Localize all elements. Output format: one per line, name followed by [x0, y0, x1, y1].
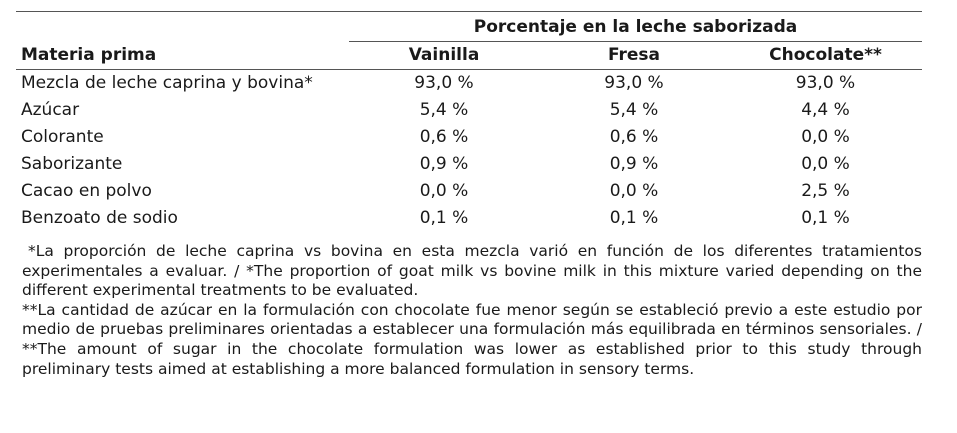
table-row	[16, 124, 922, 151]
column-header-fresa: Fresa	[539, 42, 729, 70]
cell-chocolate: 0,1 %	[801, 208, 850, 228]
table-row	[16, 205, 922, 232]
column-header-materia-prima: Materia prima	[16, 42, 349, 70]
table-row	[16, 151, 922, 178]
cell-chocolate: 0,0 %	[801, 127, 850, 147]
table-row	[16, 178, 922, 205]
row-label: Saborizante	[21, 154, 123, 174]
row-label: Benzoato de sodio	[21, 208, 178, 228]
column-header-row	[16, 42, 922, 70]
cell-fresa: 5,4 %	[609, 100, 659, 120]
cell-vainilla: 0,0 %	[419, 181, 469, 201]
empty-corner-cell	[16, 12, 349, 42]
footnote-goat-milk-proportion: *La proporción de leche caprina vs bovina en esta mezcla varió en función de los diferentes tratamientos experimentales a evaluar. / *The proportion of goat milk vs bovine milk in this mixture varied depending on the different experimental treatments to be evaluated.	[22, 242, 922, 300]
cell-chocolate: 93,0 %	[795, 73, 856, 93]
cell-chocolate: 0,0 %	[801, 154, 850, 174]
column-header-vainilla: Vainilla	[349, 42, 539, 70]
formulation-table	[16, 11, 922, 232]
cell-fresa: 93,0 %	[604, 73, 664, 93]
row-label: Azúcar	[21, 100, 80, 120]
cell-vainilla: 0,1 %	[419, 208, 469, 228]
table-row	[16, 97, 922, 124]
column-header-chocolate: Chocolate**	[729, 42, 922, 70]
group-header: Porcentaje en la leche saborizada	[349, 12, 922, 42]
row-label: Colorante	[21, 127, 104, 147]
row-label: Mezcla de leche caprina y bovina*	[21, 73, 313, 93]
table-footnotes	[22, 242, 922, 379]
table-row	[16, 70, 922, 98]
group-header-row	[16, 12, 922, 42]
cell-vainilla: 0,6 %	[419, 127, 469, 147]
cell-fresa: 0,6 %	[609, 127, 659, 147]
cell-fresa: 0,1 %	[609, 208, 659, 228]
cell-fresa: 0,0 %	[609, 181, 659, 201]
footnote-sugar-amount: **La cantidad de azúcar en la formulación con chocolate fue menor según se estableció previo a este estudio por medio de pruebas preliminares orientadas a establecer una formulación más equilibrada en términos sensoriales. / **The amount of sugar in the chocolate formulation was lower as established prior to this study through preliminary tests aimed at establishing a more balanced formulation in sensory terms.	[22, 300, 922, 378]
cell-chocolate: 4,4 %	[801, 100, 850, 120]
cell-chocolate: 2,5 %	[801, 181, 850, 201]
row-label: Cacao en polvo	[21, 181, 152, 201]
cell-vainilla: 0,9 %	[419, 154, 469, 174]
cell-fresa: 0,9 %	[609, 154, 659, 174]
cell-vainilla: 5,4 %	[419, 100, 469, 120]
cell-vainilla: 93,0 %	[414, 73, 474, 93]
